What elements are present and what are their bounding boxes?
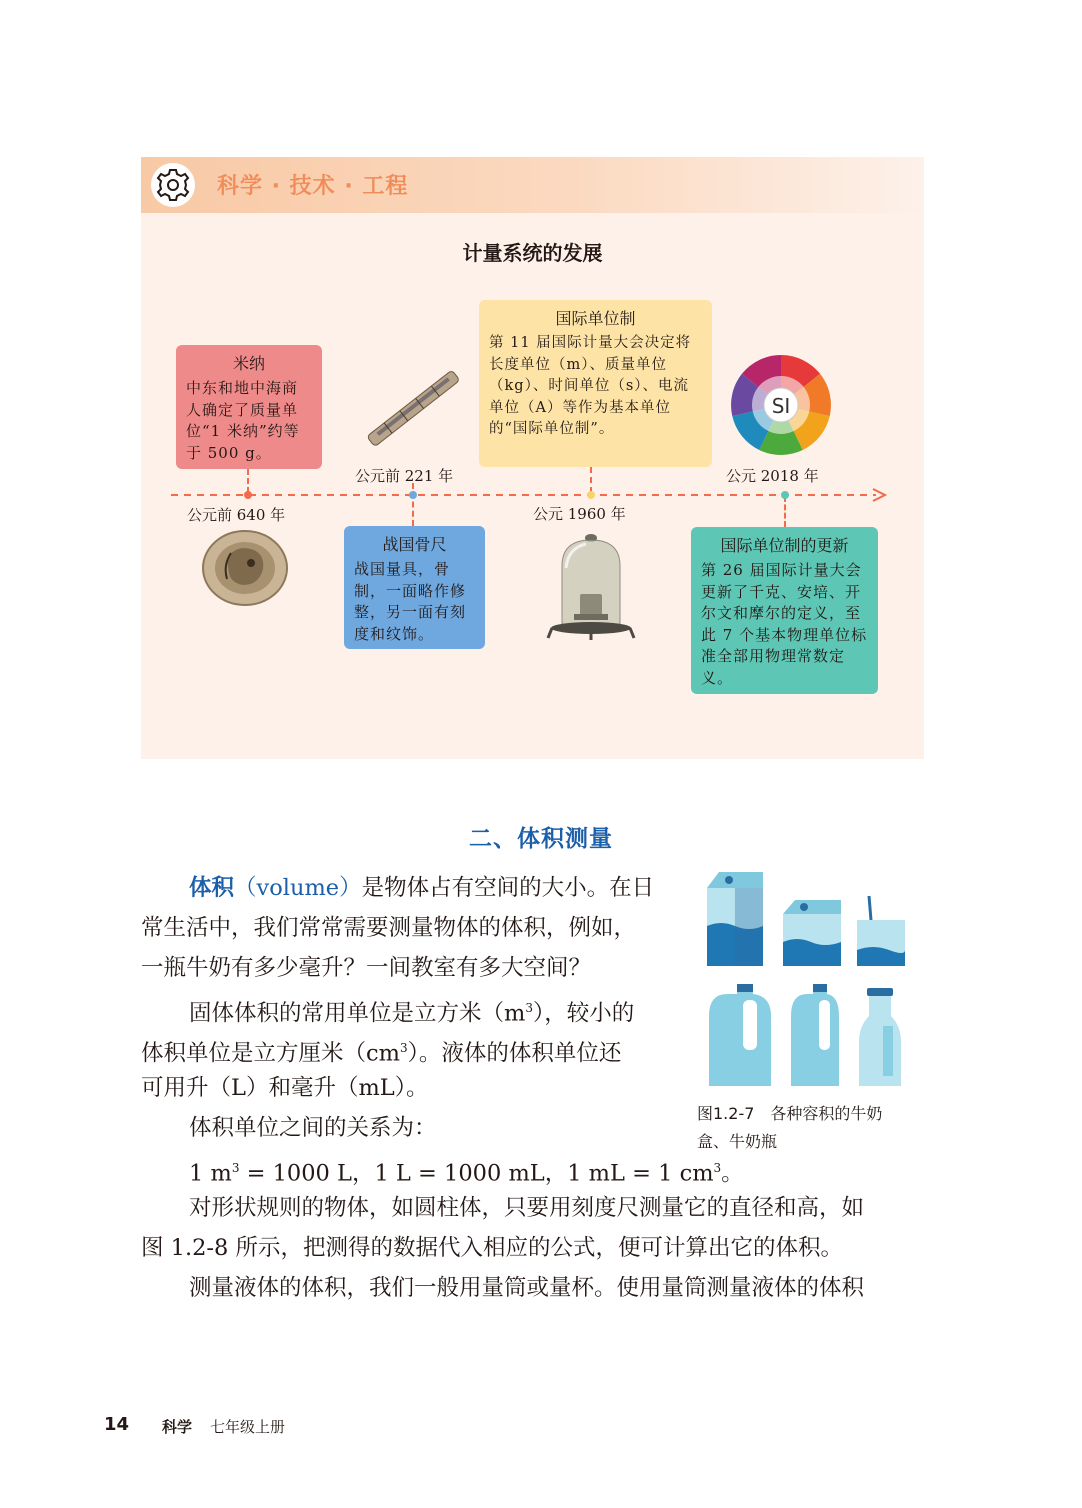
si-logo-center: SI [771, 394, 791, 418]
card-mina-body: 中东和地中海商人确定了质量单位“1 米纳”约等于 500 g。 [186, 379, 300, 462]
kilogram-prototype-image [546, 532, 636, 644]
card-si-body: 第 11 届国际计量大会决定将长度单位（m）、质量单位（kg）、时间单位（s）、电流单位（A）等作为基本单位的“国际单位制”。 [489, 335, 692, 437]
coin-image [201, 529, 289, 607]
card-zhanguo-body: 战国量具，骨制，一面略作修整，另一面有刻度和纹饰。 [354, 560, 467, 643]
connector-221 [412, 483, 414, 526]
year-2018: 公元 2018 年 [726, 467, 819, 485]
card-update-title: 国际单位制的更新 [720, 536, 849, 555]
footer-grade: 七年级上册 [210, 1418, 286, 1436]
footer-subject: 科学 [162, 1418, 193, 1436]
gear-icon [151, 163, 195, 207]
feature-title: 科学 · 技术 · 工程 [217, 174, 409, 199]
si-logo [729, 353, 833, 457]
paragraph-4-line-2: 图 1.2-8 所示，把测得的数据代入相应的公式，便可计算出它的体积。 [141, 1235, 844, 1261]
paragraph-3: 体积单位之间的关系为： [189, 1115, 437, 1141]
card-mina [176, 345, 322, 469]
paragraph-1-line-3: 一瓶牛奶有多少毫升？一间教室有多大空间？ [141, 955, 592, 981]
timeline-title: 计量系统的发展 [462, 241, 603, 265]
timeline-dot-2018 [781, 491, 789, 499]
paragraph-2-line-1: 固体体积的常用单位是立方米$(m^3)$，较小的 [189, 1000, 635, 1027]
card-zhanguo-title: 战国骨尺 [382, 535, 447, 554]
card-update-body: 第 26 届国际计量大会更新了千克、安培、开尔文和摩尔的定义，至此 7 个基本物理单位标准全部用物理常数定义。 [701, 561, 868, 687]
term-volume-en: （volume） [234, 875, 362, 901]
feature-header [141, 157, 924, 213]
formula: 1 $m^3 = 1000$ L，1 L = 1000 mL，1 mL = 1 $cm^3$。 [189, 1160, 744, 1187]
paragraph-4-line-1: 对形状规则的物体，如圆柱体，只要用刻度尺测量它的直径和高，如 [189, 1195, 865, 1221]
paragraph-2-line-2: 体积单位是立方厘米$(cm^3)$。液体的体积单位还 [141, 1040, 622, 1067]
timeline-dot-640 [244, 491, 252, 499]
paragraph-2-line-3: 可用升（L）和毫升（mL）。 [141, 1075, 429, 1101]
figure-caption: 图1.2-7 各种容积的牛奶 盒、牛奶瓶 [697, 1104, 883, 1151]
timeline-dot-1960 [587, 491, 595, 499]
year-640: 公元前 640 年 [187, 506, 286, 524]
year-1960: 公元 1960 年 [533, 505, 626, 523]
year-221: 公元前 221 年 [355, 467, 454, 485]
paragraph-1-line-2: 常生活中，我们常常需要测量物体的体积，例如， [141, 915, 637, 941]
milk-containers-figure [697, 866, 922, 1090]
card-si-title: 国际单位制 [555, 309, 636, 328]
section-title: 二、体积测量 [469, 826, 613, 852]
connector-640 [247, 469, 249, 493]
connector-1960 [590, 467, 592, 493]
connector-2018 [784, 496, 786, 527]
term-volume: 体积 [189, 875, 235, 901]
card-update [691, 527, 878, 694]
feature-box [141, 157, 924, 759]
paragraph-5: 测量液体的体积，我们一般用量筒或量杯。使用量筒测量液体的体积 [189, 1275, 865, 1301]
card-si [479, 300, 712, 467]
timeline-dot-221 [409, 491, 417, 499]
page-number: 14 [104, 1414, 130, 1435]
bone-ruler-image [361, 362, 466, 454]
card-zhanguo [344, 526, 485, 649]
paragraph-1-line-1: 体积（volume）是物体占有空间的大小。在日 [189, 875, 655, 901]
card-mina-title: 米纳 [232, 354, 265, 373]
